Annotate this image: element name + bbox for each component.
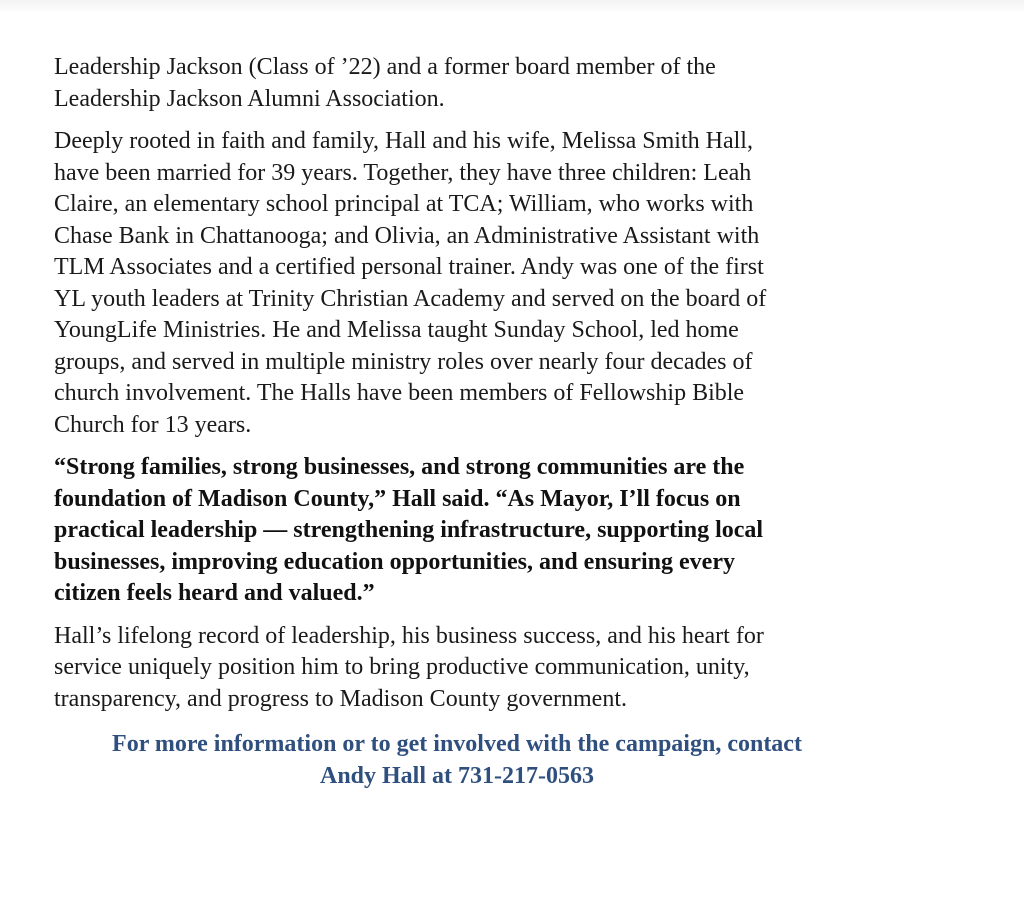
paragraph-family: Deeply rooted in faith and family, Hall and his wife, Melissa Smith Hall, have been married for 39 years. Together, they have three children: Leah Claire, an elementary school principal at TCA; William, who works with Chase Bank in Chattanooga; and Olivia, an Administrative Assistant with TLM Associates and a certified personal trainer. Andy was one of the first YL youth leaders at Trinity Christian Academy and served on the board of YoungLife Ministries. He and Melissa taught Sunday School, led home groups, and served in multiple ministry roles over nearly four decades of church involvement. The Halls have been members of Fellowship Bible Church for 13 years. [54, 128, 767, 438]
paragraph-closing: Hall’s lifelong record of leadership, his business success, and his heart for service uniquely position him to bring productive communication, unity, transparency, and progress to Madison County government. [54, 622, 764, 712]
page-top-edge [0, 0, 1024, 14]
contact-line: For more information or to get involved with the campaign, contact Andy Hall at 731-217-0563 [112, 731, 802, 789]
paragraph-leadership: Leadership Jackson (Class of ’22) and a former board member of the Leadership Jackson Alumni Association. [54, 54, 716, 112]
article-body [54, 52, 914, 803]
paragraph-quote: “Strong families, strong businesses, and strong communities are the foundation of Madison County,” Hall said. “As Mayor, I’ll focus on practical leadership — strengthening infrastructure, supporting local businesses, improving education opportunities, and ensuring every citizen feels heard and valued.” [54, 454, 764, 606]
